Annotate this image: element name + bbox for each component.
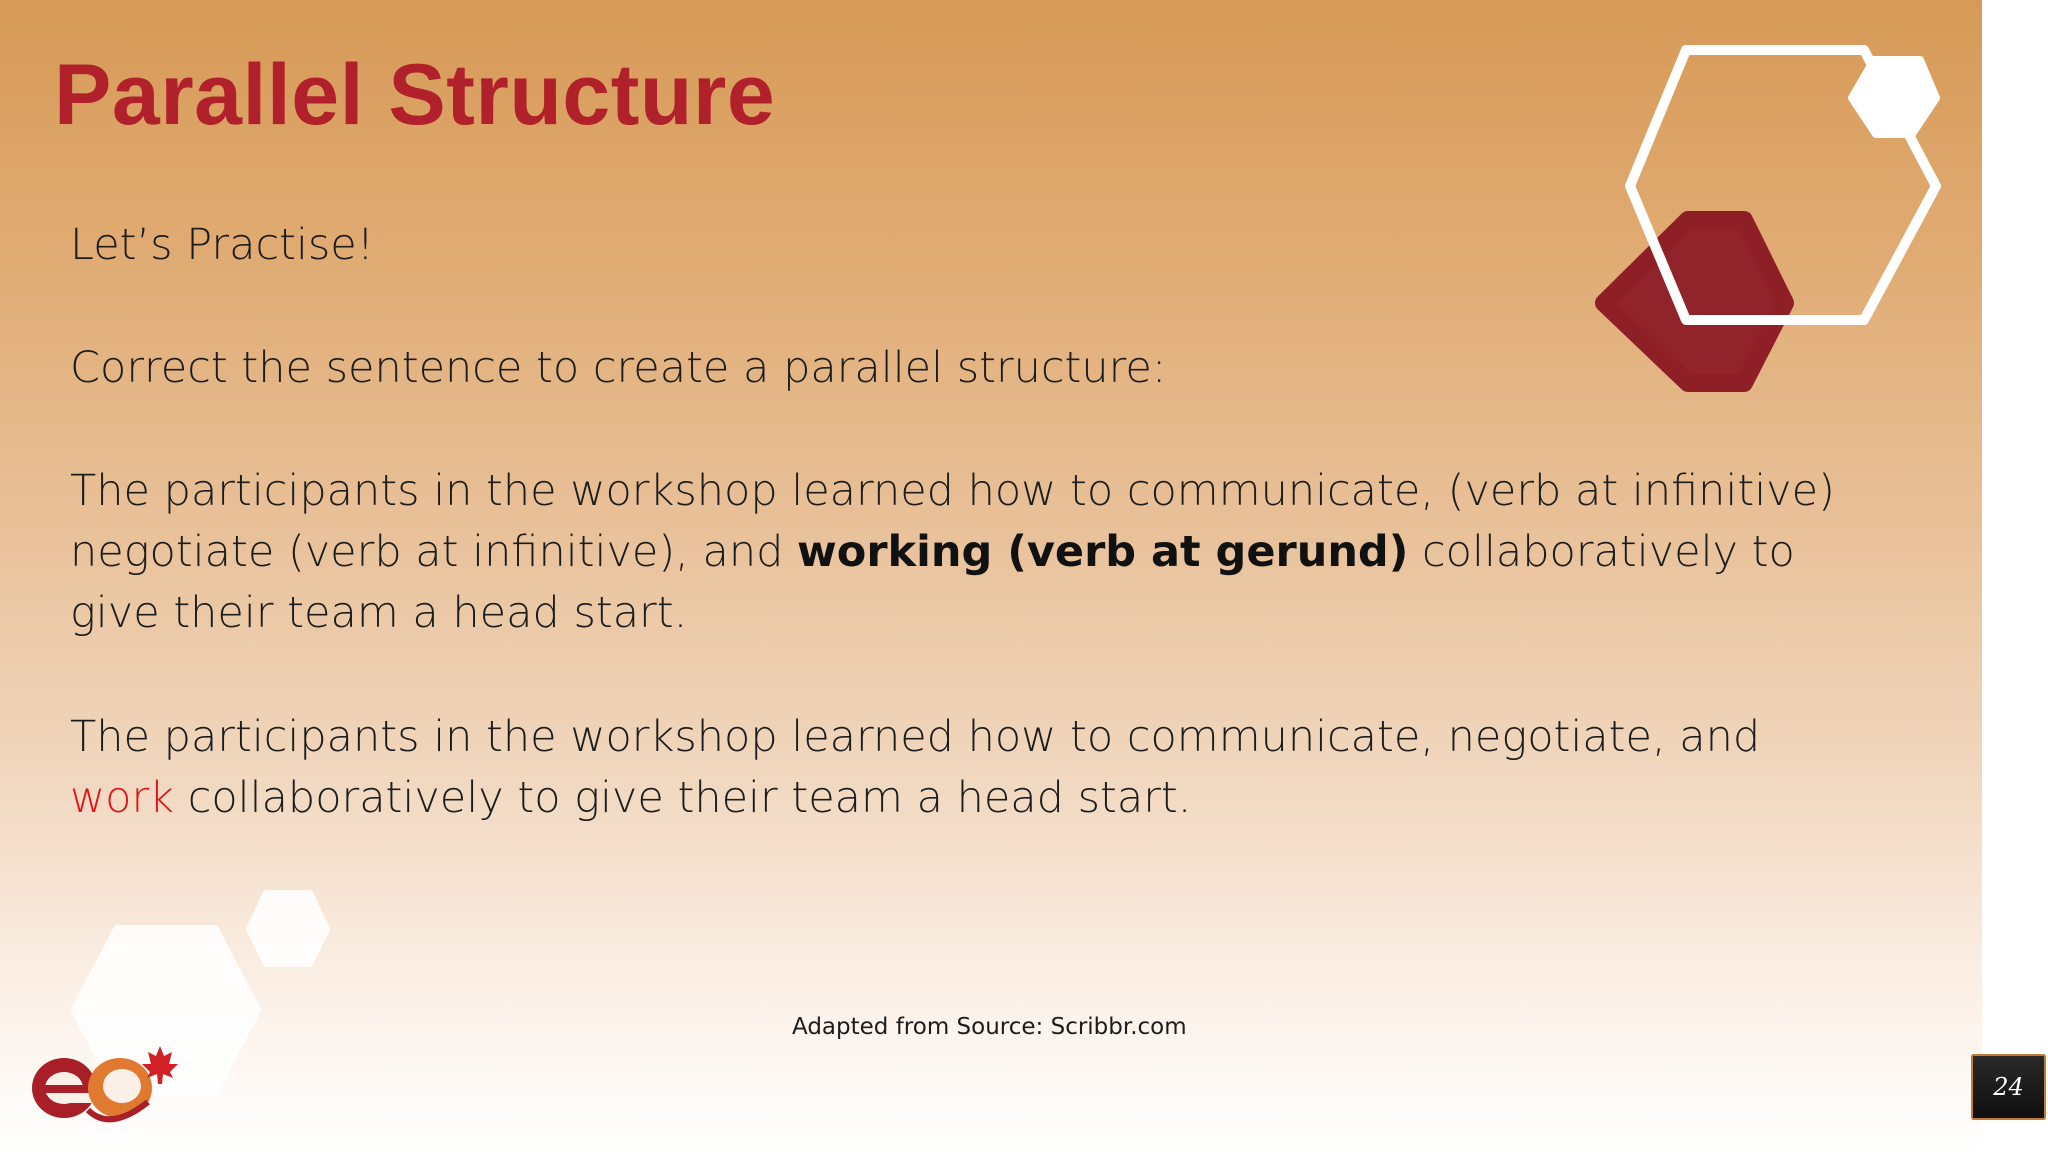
original-sentence-part2: collaboratively to give their team a head start. [70,527,1795,638]
original-sentence-part1: The participants in the workshop learned how to communicate, (verb at infinitive) negotiate (verb at infinitive), and [70,466,1835,577]
corrected-sentence [70,707,1850,829]
source-citation: Adapted from Source: Scribbr.com [792,1014,1187,1040]
page-number-badge [1971,1054,2046,1120]
original-sentence [70,461,1850,644]
slide-title: Parallel Structure [54,47,776,143]
corrected-sentence-highlight: work [70,773,175,823]
corrected-sentence-part1: The participants in the workshop learned how to communicate, negotiate, and [70,712,1761,762]
right-margin [1982,0,2048,1152]
instruction-text: Correct the sentence to create a parallel structure: [70,343,1167,393]
original-sentence-bold: working (verb at gerund) [797,527,1409,577]
practice-heading: Let’s Practise! [70,220,375,270]
eo-logo [30,1040,190,1140]
page-number: 24 [1993,1073,2024,1101]
corrected-sentence-part2: collaboratively to give their team a head start. [174,773,1192,823]
